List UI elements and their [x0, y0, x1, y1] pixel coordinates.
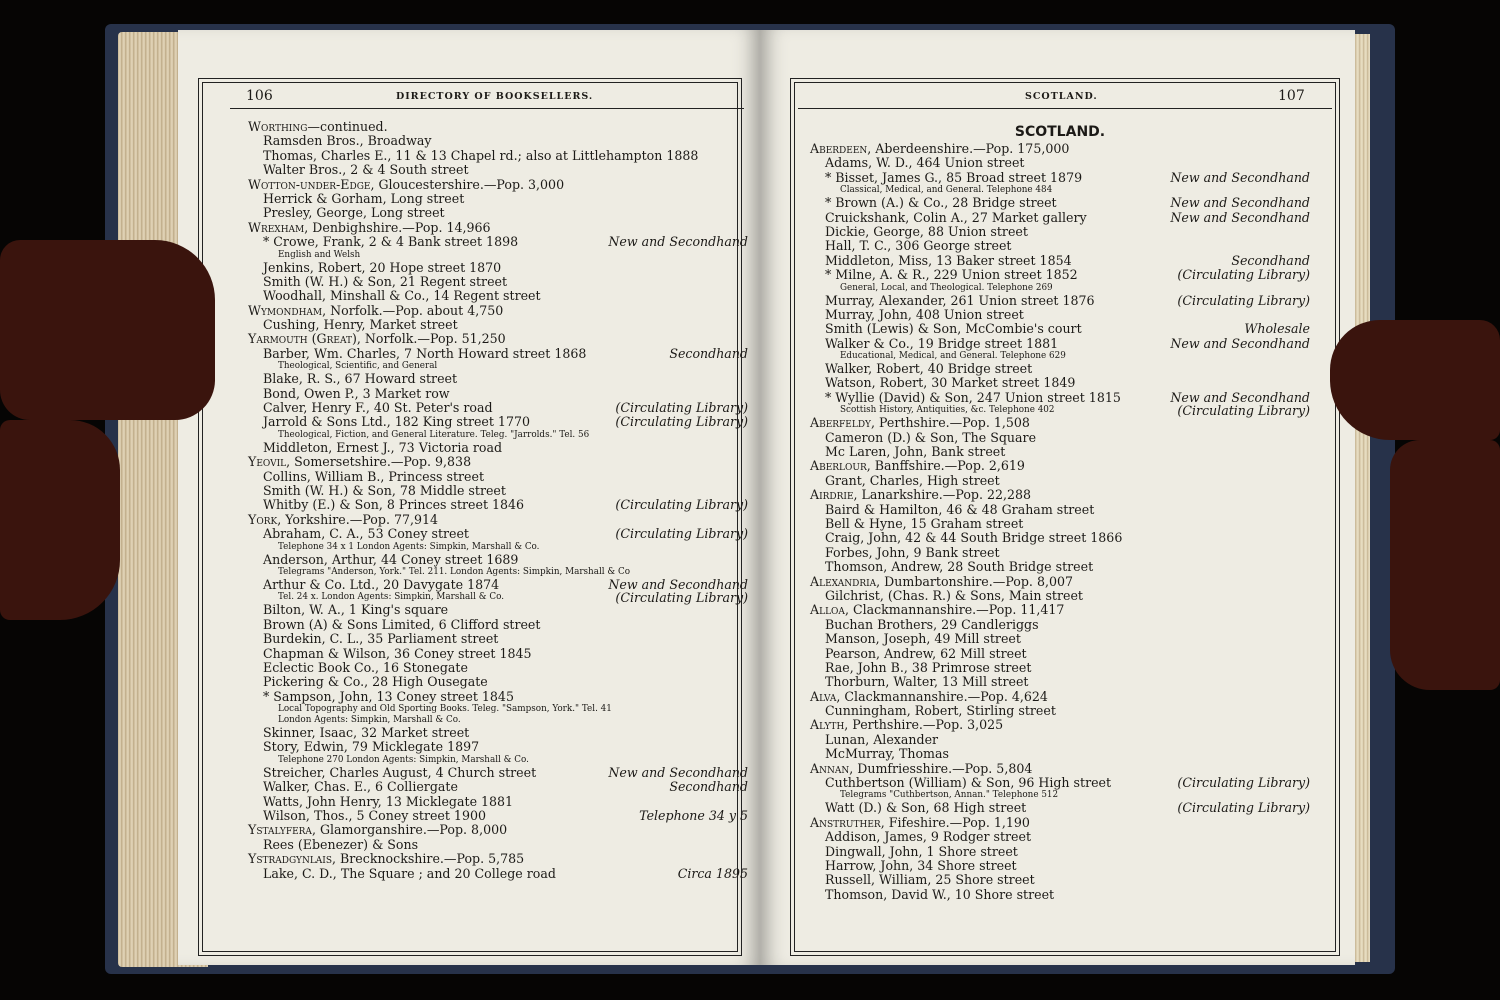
- detail-text: Telephone 270 London Agents: Simpkin, Marshall & Co.: [278, 754, 529, 765]
- county-population: —continued.: [307, 119, 388, 134]
- bookseller-entry: [810, 873, 1310, 887]
- entry-text: Forbes, John, 9 Bank street: [825, 544, 1000, 560]
- entry-text: Jarrold & Sons Ltd., 182 King street 1770: [263, 414, 530, 430]
- book-clip-left: [0, 240, 215, 420]
- entry-note: (Circulating Library): [1177, 403, 1310, 419]
- bookseller-entry: [248, 632, 748, 646]
- entry-text: Middleton, Miss, 13 Baker street 1854: [825, 252, 1072, 268]
- detail-text: Local Topography and Old Sporting Books. Teleg. "Sampson, York." Tel. 41: [278, 704, 612, 715]
- entry-note: (Circulating Library): [1177, 800, 1310, 816]
- entry-note: (Circulating Library): [615, 526, 748, 542]
- entry-text: Arthur & Co. Ltd., 20 Davygate 1874: [263, 576, 500, 592]
- book-clip-left-lower: [0, 420, 120, 620]
- bookseller-entry: [248, 838, 748, 852]
- entry-text: * Wyllie (David) & Son, 247 Union street 1815: [825, 389, 1121, 405]
- entry-text: Thomson, David W., 10 Shore street: [825, 886, 1055, 902]
- entry-note: (Circulating Library): [1177, 292, 1310, 308]
- entry-text: Cunningham, Robert, Stirling street: [825, 703, 1056, 719]
- town-name: Alexandria: [810, 573, 877, 589]
- left-header-rule: [230, 108, 744, 109]
- entry-text: McMurray, Thomas: [825, 746, 949, 762]
- bookseller-entry: [248, 347, 748, 361]
- town-name: Alloa: [810, 602, 845, 618]
- entry-detail: [248, 250, 748, 261]
- entry-text: Walter Bros., 2 & 4 South street: [263, 162, 469, 178]
- bookseller-entry: [810, 618, 1310, 632]
- detail-text: Theological, Fiction, and General Literature. Teleg. "Jarrolds." Tel. 56: [278, 429, 590, 440]
- town-heading: [810, 459, 1310, 473]
- section-title: SCOTLAND.: [1014, 124, 1106, 140]
- detail-text: Telegrams "Cuthbertson, Annan." Telephone 512: [840, 790, 1059, 801]
- entry-detail: [248, 542, 748, 553]
- town-name: Annan: [810, 760, 850, 776]
- bookseller-entry: [810, 747, 1310, 761]
- entry-text: Walker & Co., 19 Bridge street 1881: [825, 335, 1059, 351]
- right-page-entries: [810, 142, 1310, 902]
- left-page-number: 106: [246, 88, 273, 104]
- town-name: Aberlour: [810, 458, 867, 474]
- bookseller-entry: [248, 780, 748, 794]
- entry-text: Bond, Owen P., 3 Market row: [263, 385, 450, 401]
- right-page-body: [810, 122, 1310, 902]
- bookseller-entry: [248, 289, 748, 303]
- county-population: , Lanarkshire.—Pop. 22,288: [853, 487, 1032, 503]
- town-name: Wrexham: [248, 219, 305, 235]
- entry-text: Burdekin, C. L., 35 Parliament street: [263, 631, 499, 647]
- entry-text: Smith (Lewis) & Son, McCombie's court: [825, 321, 1082, 337]
- entry-text: Streicher, Charles August, 4 Church street: [263, 764, 537, 780]
- entry-text: Watts, John Henry, 13 Micklegate 1881: [263, 793, 514, 809]
- detail-text: Tel. 24 x. London Agents: Simpkin, Marshall & Co.: [278, 592, 505, 603]
- town-name: Yeovil: [248, 454, 287, 470]
- bookseller-entry: [248, 415, 748, 429]
- right-running-head: SCOTLAND.: [1025, 91, 1098, 102]
- town-heading: [810, 762, 1310, 776]
- county-population: , Dumbartonshire.—Pop. 8,007: [876, 573, 1073, 589]
- bookseller-entry: [248, 498, 748, 512]
- entry-text: * Brown (A.) & Co., 28 Bridge street: [825, 195, 1057, 211]
- entry-text: Skinner, Isaac, 32 Market street: [263, 725, 470, 741]
- bookseller-entry: [810, 337, 1310, 351]
- entry-text: Wilson, Thos., 5 Coney street 1900: [263, 808, 486, 824]
- town-name: Wymondham: [248, 302, 323, 318]
- bookseller-entry: [810, 474, 1310, 488]
- bookseller-entry: [248, 690, 748, 704]
- bookseller-entry: [810, 362, 1310, 376]
- town-name: Alva: [810, 688, 837, 704]
- entry-text: Blake, R. S., 67 Howard street: [263, 371, 458, 387]
- entry-note: New and Secondhand: [1170, 389, 1310, 405]
- entry-text: * Crowe, Frank, 2 & 4 Bank street 1898: [263, 234, 519, 250]
- bookseller-entry: [810, 531, 1310, 545]
- bookseller-entry: [248, 618, 748, 632]
- town-heading: [248, 120, 748, 134]
- entry-text: Anderson, Arthur, 44 Coney street 1689: [263, 551, 519, 567]
- bookseller-entry: [810, 546, 1310, 560]
- entry-text: Harrow, John, 34 Shore street: [825, 857, 1017, 873]
- county-population: , Brecknockshire.—Pop. 5,785: [332, 851, 525, 867]
- entry-text: Lunan, Alexander: [825, 731, 939, 747]
- entry-text: Grant, Charles, High street: [825, 472, 1000, 488]
- bookseller-entry: [810, 503, 1310, 517]
- bookseller-entry: [248, 318, 748, 332]
- bookseller-entry: [810, 704, 1310, 718]
- bookseller-entry: [810, 431, 1310, 445]
- detail-text: Classical, Medical, and General. Telephone 484: [840, 185, 1053, 196]
- entry-text: Collins, William B., Princess street: [263, 468, 485, 484]
- entry-text: Pearson, Andrew, 62 Mill street: [825, 645, 1027, 661]
- entry-note: (Circulating Library): [615, 400, 748, 416]
- entry-text: Brown (A) & Sons Limited, 6 Clifford street: [263, 616, 541, 632]
- entry-text: Eclectic Book Co., 16 Stonegate: [263, 659, 468, 675]
- county-population: , Gloucestershire.—Pop. 3,000: [370, 176, 565, 192]
- bookseller-entry: [248, 134, 748, 148]
- bookseller-entry: [810, 322, 1310, 336]
- bookseller-entry: [248, 647, 748, 661]
- entry-text: Presley, George, Long street: [263, 205, 445, 221]
- bookseller-entry: [810, 801, 1310, 815]
- county-population: , Yorkshire.—Pop. 77,914: [277, 511, 439, 527]
- bookseller-entry: [248, 809, 748, 823]
- bookseller-entry: [810, 647, 1310, 661]
- town-heading: [248, 332, 748, 346]
- right-page-number: 107: [1278, 88, 1305, 104]
- entry-text: Lake, C. D., The Square ; and 20 College road: [263, 865, 556, 881]
- county-population: , Perthshire.—Pop. 3,025: [844, 717, 1004, 733]
- bookseller-entry: [248, 372, 748, 386]
- county-population: , Banffshire.—Pop. 2,619: [866, 458, 1025, 474]
- county-population: , Norfolk.—Pop. 51,250: [356, 331, 506, 347]
- bookseller-entry: [810, 661, 1310, 675]
- county-population: , Somersetshire.—Pop. 9,838: [286, 454, 472, 470]
- entry-detail: [248, 704, 748, 715]
- bookseller-entry: [248, 795, 748, 809]
- entry-note: New and Secondhand: [608, 576, 748, 592]
- bookseller-entry: [248, 275, 748, 289]
- bookseller-entry: [248, 441, 748, 455]
- bookseller-entry: [810, 211, 1310, 225]
- bookseller-entry: [248, 192, 748, 206]
- entry-note: New and Secondhand: [1170, 209, 1310, 225]
- town-heading: [248, 221, 748, 235]
- town-heading: [810, 488, 1310, 502]
- town-name: Yarmouth (Great): [248, 331, 357, 347]
- bookseller-entry: [248, 740, 748, 754]
- detail-text: Theological, Scientific, and General: [278, 361, 438, 372]
- entry-text: Adams, W. D., 464 Union street: [825, 155, 1025, 171]
- town-heading: [248, 852, 748, 866]
- book-clip-right: [1330, 320, 1500, 440]
- entry-text: Smith (W. H.) & Son, 78 Middle street: [263, 482, 506, 498]
- bookseller-entry: [248, 766, 748, 780]
- bookseller-entry: [248, 261, 748, 275]
- bookseller-entry: [810, 517, 1310, 531]
- entry-text: Cuthbertson (William) & Son, 96 High street: [825, 775, 1112, 791]
- entry-note: (Circulating Library): [1177, 267, 1310, 283]
- entry-text: Walker, Chas. E., 6 Colliergate: [263, 779, 458, 795]
- town-heading: [248, 823, 748, 837]
- entry-text: Ramsden Bros., Broadway: [263, 133, 432, 149]
- county-population: , Dumfriesshire.—Pop. 5,804: [849, 760, 1033, 776]
- entry-text: Addison, James, 9 Rodger street: [825, 829, 1032, 845]
- town-heading: [810, 416, 1310, 430]
- entry-note: New and Secondhand: [1170, 169, 1310, 185]
- entry-note: (Circulating Library): [615, 414, 748, 430]
- town-name: Alyth: [810, 717, 845, 733]
- town-name: Anstruther: [810, 814, 881, 830]
- bookseller-entry: [810, 294, 1310, 308]
- town-heading: [248, 455, 748, 469]
- bookseller-entry: [810, 308, 1310, 322]
- entry-text: Calver, Henry F., 40 St. Peter's road: [263, 400, 493, 416]
- bookseller-entry: [810, 254, 1310, 268]
- bookseller-entry: [810, 589, 1310, 603]
- entry-text: Cushing, Henry, Market street: [263, 317, 458, 333]
- bookseller-entry: [810, 845, 1310, 859]
- bookseller-entry: [810, 239, 1310, 253]
- entry-text: Abraham, C. A., 53 Coney street: [263, 526, 469, 542]
- entry-text: Woodhall, Minshall & Co., 14 Regent street: [263, 288, 541, 304]
- entry-text: Smith (W. H.) & Son, 21 Regent street: [263, 273, 508, 289]
- entry-text: Manson, Joseph, 49 Mill street: [825, 631, 1021, 647]
- county-population: , Glamorganshire.—Pop. 8,000: [311, 822, 508, 838]
- entry-text: Herrick & Gorham, Long street: [263, 190, 465, 206]
- bookseller-entry: [248, 553, 748, 567]
- entry-text: Barber, Wm. Charles, 7 North Howard street 1868: [263, 345, 587, 361]
- entry-text: Walker, Robert, 40 Bridge street: [825, 361, 1033, 377]
- county-population: , Clackmannanshire.—Pop. 11,417: [844, 602, 1065, 618]
- county-population: , Fifeshire.—Pop. 1,190: [880, 814, 1030, 830]
- entry-note: New and Secondhand: [608, 234, 748, 250]
- entry-text: Thomson, Andrew, 28 South Bridge street: [825, 559, 1094, 575]
- town-name: York: [248, 511, 278, 527]
- entry-text: Cameron (D.) & Son, The Square: [825, 429, 1037, 445]
- bookseller-entry: [810, 830, 1310, 844]
- entry-text: Buchan Brothers, 29 Candleriggs: [825, 616, 1039, 632]
- town-heading: [810, 816, 1310, 830]
- entry-note: Secondhand: [1231, 252, 1310, 268]
- town-heading: [248, 178, 748, 192]
- entry-text: Watt (D.) & Son, 68 High street: [825, 800, 1027, 816]
- town-heading: [248, 304, 748, 318]
- left-page: [178, 30, 760, 965]
- bookseller-entry: [810, 888, 1310, 902]
- county-population: , Clackmannanshire.—Pop. 4,624: [836, 688, 1048, 704]
- entry-note: New and Secondhand: [608, 764, 748, 780]
- bookseller-entry: [810, 156, 1310, 170]
- entry-text: Mc Laren, John, Bank street: [825, 444, 1006, 460]
- town-heading: [810, 142, 1310, 156]
- town-name: Airdrie: [810, 487, 854, 503]
- entry-text: Rees (Ebenezer) & Sons: [263, 836, 419, 852]
- entry-text: Thorburn, Walter, 13 Mill street: [825, 674, 1029, 690]
- entry-text: Whitby (E.) & Son, 8 Princes street 1846: [263, 497, 525, 513]
- entry-text: Craig, John, 42 & 44 South Bridge street 1866: [825, 530, 1123, 546]
- bookseller-entry: [248, 603, 748, 617]
- entry-note: Telephone 34 y 5: [639, 808, 748, 824]
- bookseller-entry: [248, 387, 748, 401]
- bookseller-entry: [810, 225, 1310, 239]
- entry-text: Hall, T. C., 306 George street: [825, 238, 1012, 254]
- bookseller-entry: [248, 484, 748, 498]
- entry-text: Dickie, George, 88 Union street: [825, 223, 1028, 239]
- left-page-entries: [248, 120, 748, 881]
- bookseller-entry: [810, 675, 1310, 689]
- town-name: Worthing: [248, 119, 308, 134]
- detail-text: Scottish History, Antiquities, &c. Telephone 402: [840, 405, 1055, 416]
- entry-text: * Sampson, John, 13 Coney street 1845: [263, 688, 514, 704]
- entry-text: Russell, William, 25 Shore street: [825, 872, 1035, 888]
- entry-detail: [810, 283, 1310, 294]
- county-population: , Norfolk.—Pop. about 4,750: [322, 302, 504, 318]
- entry-text: Murray, John, 408 Union street: [825, 306, 1024, 322]
- entry-note: Circa 1895: [677, 865, 748, 881]
- bookseller-entry: [810, 859, 1310, 873]
- bookseller-entry: [810, 733, 1310, 747]
- town-heading: [248, 513, 748, 527]
- entry-note: New and Secondhand: [1170, 195, 1310, 211]
- detail-text: English and Welsh: [278, 249, 361, 260]
- town-heading: [810, 603, 1310, 617]
- entry-text: Murray, Alexander, 261 Union street 1876: [825, 292, 1095, 308]
- detail-text: Educational, Medical, and General. Telephone 629: [840, 351, 1066, 362]
- right-header-rule: [798, 108, 1332, 109]
- bookseller-entry: [248, 235, 748, 249]
- entry-text: Chapman & Wilson, 36 Coney street 1845: [263, 645, 532, 661]
- left-running-head: DIRECTORY OF BOOKSELLERS.: [396, 91, 594, 102]
- county-population: , Aberdeenshire.—Pop. 175,000: [867, 141, 1070, 156]
- bookseller-entry: [248, 163, 748, 177]
- bookseller-entry: [248, 661, 748, 675]
- entry-text: Pickering & Co., 28 High Ousegate: [263, 674, 488, 690]
- bookseller-entry: [248, 527, 748, 541]
- bookseller-entry: [810, 445, 1310, 459]
- entry-text: Watson, Robert, 30 Market street 1849: [825, 375, 1076, 391]
- book-clip-right-lower: [1390, 440, 1500, 690]
- entry-note: (Circulating Library): [615, 590, 748, 606]
- entry-text: Bilton, W. A., 1 King's square: [263, 602, 449, 618]
- detail-text: London Agents: Simpkin, Marshall & Co.: [278, 715, 461, 726]
- entry-note: New and Secondhand: [1170, 335, 1310, 351]
- entry-note: (Circulating Library): [1177, 775, 1310, 791]
- detail-text: General, Local, and Theological. Telephone 269: [840, 282, 1053, 293]
- entry-text: Cruickshank, Colin A., 27 Market gallery: [825, 209, 1087, 225]
- entry-text: Thomas, Charles E., 11 & 13 Chapel rd.; also at Littlehampton 1888: [263, 147, 699, 163]
- entry-text: Middleton, Ernest J., 73 Victoria road: [263, 439, 503, 455]
- entry-text: Bell & Hyne, 15 Graham street: [825, 515, 1024, 531]
- entry-text: Jenkins, Robert, 20 Hope street 1870: [263, 259, 502, 275]
- entry-text: * Bisset, James G., 85 Broad street 1879: [825, 169, 1083, 185]
- town-name: Aberfeldy: [810, 415, 872, 431]
- town-name: Aberdeen: [810, 141, 868, 156]
- entry-note: (Circulating Library): [615, 497, 748, 513]
- town-heading: [810, 718, 1310, 732]
- entry-note: Secondhand: [669, 345, 748, 361]
- entry-text: Gilchrist, (Chas. R.) & Sons, Main street: [825, 587, 1083, 603]
- entry-text: Rae, John B., 38 Primrose street: [825, 659, 1032, 675]
- town-heading: [810, 575, 1310, 589]
- bookseller-entry: [248, 867, 748, 881]
- right-page: [760, 30, 1355, 965]
- bookseller-entry: [248, 401, 748, 415]
- town-name: Ystradgynlais: [248, 851, 333, 867]
- bookseller-entry: [248, 149, 748, 163]
- entry-text: * Milne, A. & R., 229 Union street 1852: [825, 267, 1078, 283]
- entry-note: Secondhand: [669, 779, 748, 795]
- town-name: Ystalyfera: [248, 822, 312, 838]
- bookseller-entry: [810, 376, 1310, 390]
- bookseller-entry: [810, 560, 1310, 574]
- bookseller-entry: [810, 268, 1310, 282]
- bookseller-entry: [248, 470, 748, 484]
- bookseller-entry: [810, 196, 1310, 210]
- bookseller-entry: [810, 776, 1310, 790]
- detail-text: Telephone 34 x 1 London Agents: Simpkin, Marshall & Co.: [278, 541, 540, 552]
- entry-text: Baird & Hamilton, 46 & 48 Graham street: [825, 501, 1095, 517]
- town-name: Wotton-under-Edge: [248, 176, 371, 192]
- county-population: , Denbighshire.—Pop. 14,966: [304, 219, 491, 235]
- county-population: , Perthshire.—Pop. 1,508: [871, 415, 1030, 431]
- bookseller-entry: [810, 171, 1310, 185]
- entry-text: Dingwall, John, 1 Shore street: [825, 843, 1018, 859]
- bookseller-entry: [248, 206, 748, 220]
- town-heading: [810, 690, 1310, 704]
- bookseller-entry: [810, 632, 1310, 646]
- bookseller-entry: [248, 726, 748, 740]
- entry-note: Wholesale: [1244, 321, 1310, 337]
- bookseller-entry: [248, 675, 748, 689]
- detail-text: Telegrams "Anderson, York." Tel. 211. London Agents: Simpkin, Marshall & Co: [278, 566, 631, 577]
- entry-text: Story, Edwin, 79 Micklegate 1897: [263, 739, 480, 755]
